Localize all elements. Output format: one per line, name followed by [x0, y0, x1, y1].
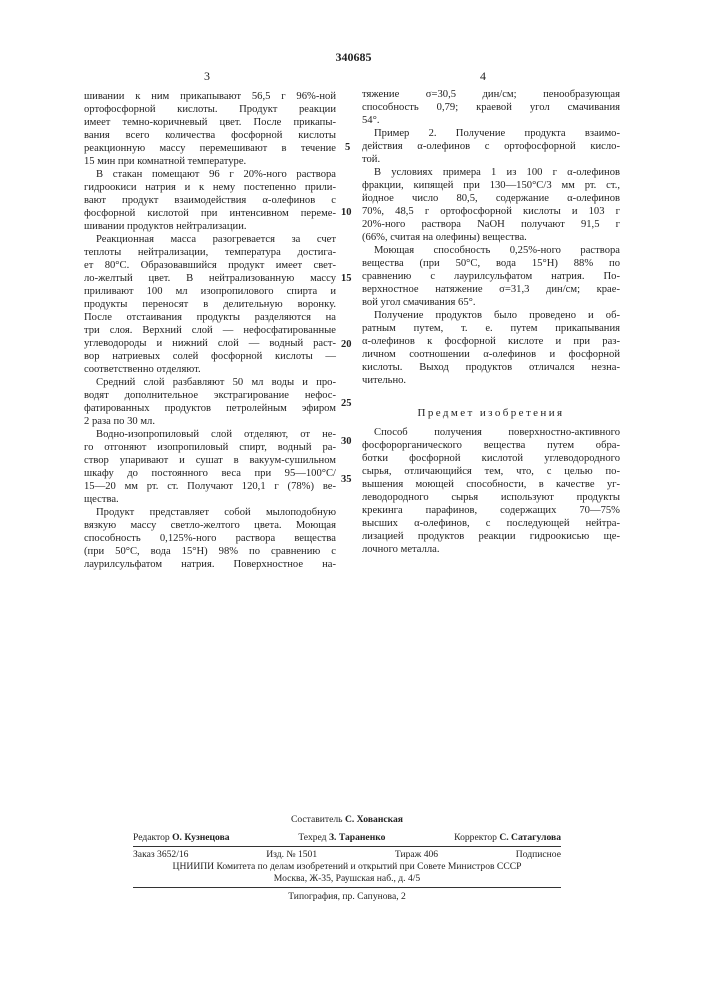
text-line: ортофосфорной кислоты. Продукт реакции: [84, 103, 336, 116]
printer: Типография, пр. Сапунова, 2: [133, 890, 561, 904]
text-line: фатированных продуктов петролейным эфиром: [84, 402, 336, 415]
editor-name: О. Кузнецова: [172, 832, 229, 843]
text-line: (при 50°С, вода 15°Н) 98% по сравнению с: [84, 545, 336, 558]
text-line: Получение продуктов было проведено и об-: [362, 309, 620, 322]
line-number: 30: [341, 436, 352, 448]
colophon: [133, 812, 561, 904]
text-line: створ упаривают и сушат в вакуум-сушильном: [84, 454, 336, 467]
text-line: 15—20 мм рт. ст. Получают 120,1 г (78%) ве-: [84, 480, 336, 493]
staff-row: [133, 832, 561, 844]
text-line: имеет темно-коричневый цвет. После прикапы-: [84, 116, 336, 129]
text-line: лизацией продуктов реакции гидроокисью ще-: [362, 530, 620, 543]
text-line: Реакционная масса разогревается за счет: [84, 233, 336, 246]
circulation: Тираж 406: [395, 849, 438, 861]
text-line: леводородного сырья используют продукты: [362, 491, 620, 504]
techred-label: Техред: [298, 832, 326, 843]
organization: ЦНИИПИ Комитета по делам изобретений и открытий при Совете Министров СССР: [133, 861, 561, 873]
text-line: 54°.: [362, 114, 620, 127]
text-line: 70%, 48,5 г ортофосфорной кислоты и 103 г: [362, 205, 620, 218]
text-line: Средний слой разбавляют 50 мл воды и про-: [84, 376, 336, 389]
corrector-name: С. Сатагулова: [499, 832, 561, 843]
line-number: 15: [341, 273, 352, 285]
text-line: Моющая способность 0,25%-ного раствора: [362, 244, 620, 257]
line-number: 5: [345, 142, 350, 154]
text-line: Водно-изопропиловый слой отделяют, от не-: [84, 428, 336, 441]
text-line: Способ получения поверхностно-активного: [362, 426, 620, 439]
editor: [133, 832, 230, 844]
text-line: го отгоняют изопропиловый спирт, водный ра-: [84, 441, 336, 454]
text-line: способность 0,79; краевой угол смачивания: [362, 101, 620, 114]
text-line: фосфорной кислотой при интенсивном переме-: [84, 207, 336, 220]
text-line: сравнению с лаурилсульфатом натрия. По-: [362, 270, 620, 283]
techred: [298, 832, 385, 844]
text-line: вают продукт взаимодействия α-олефинов с: [84, 194, 336, 207]
text-line: ет 80°С. Образовавшийся продукт имеет свет-: [84, 259, 336, 272]
text-line: щества.: [84, 493, 336, 506]
text-line: продукты переносят в делительную воронку.: [84, 298, 336, 311]
text-line: водят дополнительное экстрагирование нефос-: [84, 389, 336, 402]
patent-number: 340685: [0, 50, 707, 64]
text-line: кислоты. Выход продуктов отличался незна-: [362, 361, 620, 374]
text-line: гидроокиси натрия и к нему постепенно прили-: [84, 181, 336, 194]
text-line: теплоты нейтрализации, температура достига-: [84, 246, 336, 259]
text-line: приливают 100 мл изопропилового спирта и: [84, 285, 336, 298]
text-line: вышения моющей способности, в качестве уг-: [362, 478, 620, 491]
text-line: Продукт представляет собой мылоподобную: [84, 506, 336, 519]
text-line: вор натриевых солей фосфорной кислоты —: [84, 350, 336, 363]
order-row: [133, 849, 561, 861]
claims-heading: Предмет изобретения: [362, 400, 620, 426]
text-line: чительно.: [362, 374, 620, 387]
text-line: тяжение σ=30,5 дин/см; пенообразующая: [362, 88, 620, 101]
line-number: 10: [341, 207, 352, 219]
line-number: 35: [341, 474, 352, 486]
text-line: верхностное натяжение σ=31,3 дин/см; крае-: [362, 283, 620, 296]
line-number: 20: [341, 339, 352, 351]
text-line: В стакан помещают 96 г 20%-ного раствора: [84, 168, 336, 181]
text-line: (66%, считая на олефины) вещества.: [362, 231, 620, 244]
text-line: ратным путем, т. е. путем прикапывания: [362, 322, 620, 335]
text-line: реакционную массу перемешивают в течение: [84, 142, 336, 155]
right-text-column: [362, 88, 620, 556]
text-line: вой угол смачивания 65°.: [362, 296, 620, 309]
compiler-row: [133, 812, 561, 828]
text-line: Пример 2. Получение продукта взаимо-: [362, 127, 620, 140]
text-line: α-олефинов к фосфорной кислоте и при раз-: [362, 335, 620, 348]
text-line: 2 раза по 30 мл.: [84, 415, 336, 428]
text-line: крекинга парафинов, содержащих 70—75%: [362, 504, 620, 517]
text-line: соответственно отделяют.: [84, 363, 336, 376]
text-line: лаурилсульфатом натрия. Поверхностное на-: [84, 558, 336, 571]
subscription: Подписное: [516, 849, 561, 861]
text-line: действия α-олефинов с ортофосфорной кисло-: [362, 140, 620, 153]
text-line: шивании продуктов нейтрализации.: [84, 220, 336, 233]
text-line: ло-желтый цвет. В нейтрализованную массу: [84, 272, 336, 285]
compiler-label: Составитель: [291, 814, 343, 825]
text-line: углеводороды и нижний слой — водный раст-: [84, 337, 336, 350]
corrector: [454, 832, 561, 844]
text-line: После отстаивания продукты разделяются на: [84, 311, 336, 324]
edition-number: Изд. № 1501: [266, 849, 317, 861]
text-line: 15 мин при комнатной температуре.: [84, 155, 336, 168]
text-line: три слоя. Верхний слой — нефосфатированные: [84, 324, 336, 337]
text-line: вания всего количества фосфорной кислоты: [84, 129, 336, 142]
text-line: личном соотношении α-олефинов и фосфорной: [362, 348, 620, 361]
text-line: фосфорорганического вещества путем обра-: [362, 439, 620, 452]
compiler-name: С. Хованская: [345, 814, 403, 825]
order-number: Заказ 3652/16: [133, 849, 188, 861]
text-line: В условиях примера 1 из 100 г α-олефинов: [362, 166, 620, 179]
text-line: йодное число 80,5, содержание α-олефинов: [362, 192, 620, 205]
address: Москва, Ж-35, Раушская наб., д. 4/5: [133, 873, 561, 885]
text-line: шивании к ним прикапывают 56,5 г 96%-ной: [84, 90, 336, 103]
text-line: способность 0,125%-ного раствора вещества: [84, 532, 336, 545]
line-number: 25: [341, 398, 352, 410]
text-line: вещества (при 50°С, вода 15°Н) 88% по: [362, 257, 620, 270]
editor-label: Редактор: [133, 832, 170, 843]
left-text-column: [84, 90, 336, 571]
text-line: высших α-олефинов, с последующей нейтра-: [362, 517, 620, 530]
text-line: 20%-ного раствора NaOH получают 91,5 г: [362, 218, 620, 231]
text-line: сырья, отличающийся тем, что, с целью по-: [362, 465, 620, 478]
text-line: фракции, кипящей при 130—150°С/3 мм рт. ст.,: [362, 179, 620, 192]
corrector-label: Корректор: [454, 832, 497, 843]
text-line: той.: [362, 153, 620, 166]
page-number-left: 3: [204, 69, 210, 83]
techred-name: З. Тараненко: [329, 832, 385, 843]
page-number-right: 4: [480, 69, 486, 83]
divider: [133, 887, 561, 888]
text-line: лочного металла.: [362, 543, 620, 556]
text-line: шкафу до постоянного веса при 95—100°С/: [84, 467, 336, 480]
divider: [133, 846, 561, 847]
text-line: ботки фосфорной кислотой углеводородного: [362, 452, 620, 465]
text-line: вязкую массу светло-желтого цвета. Моющая: [84, 519, 336, 532]
